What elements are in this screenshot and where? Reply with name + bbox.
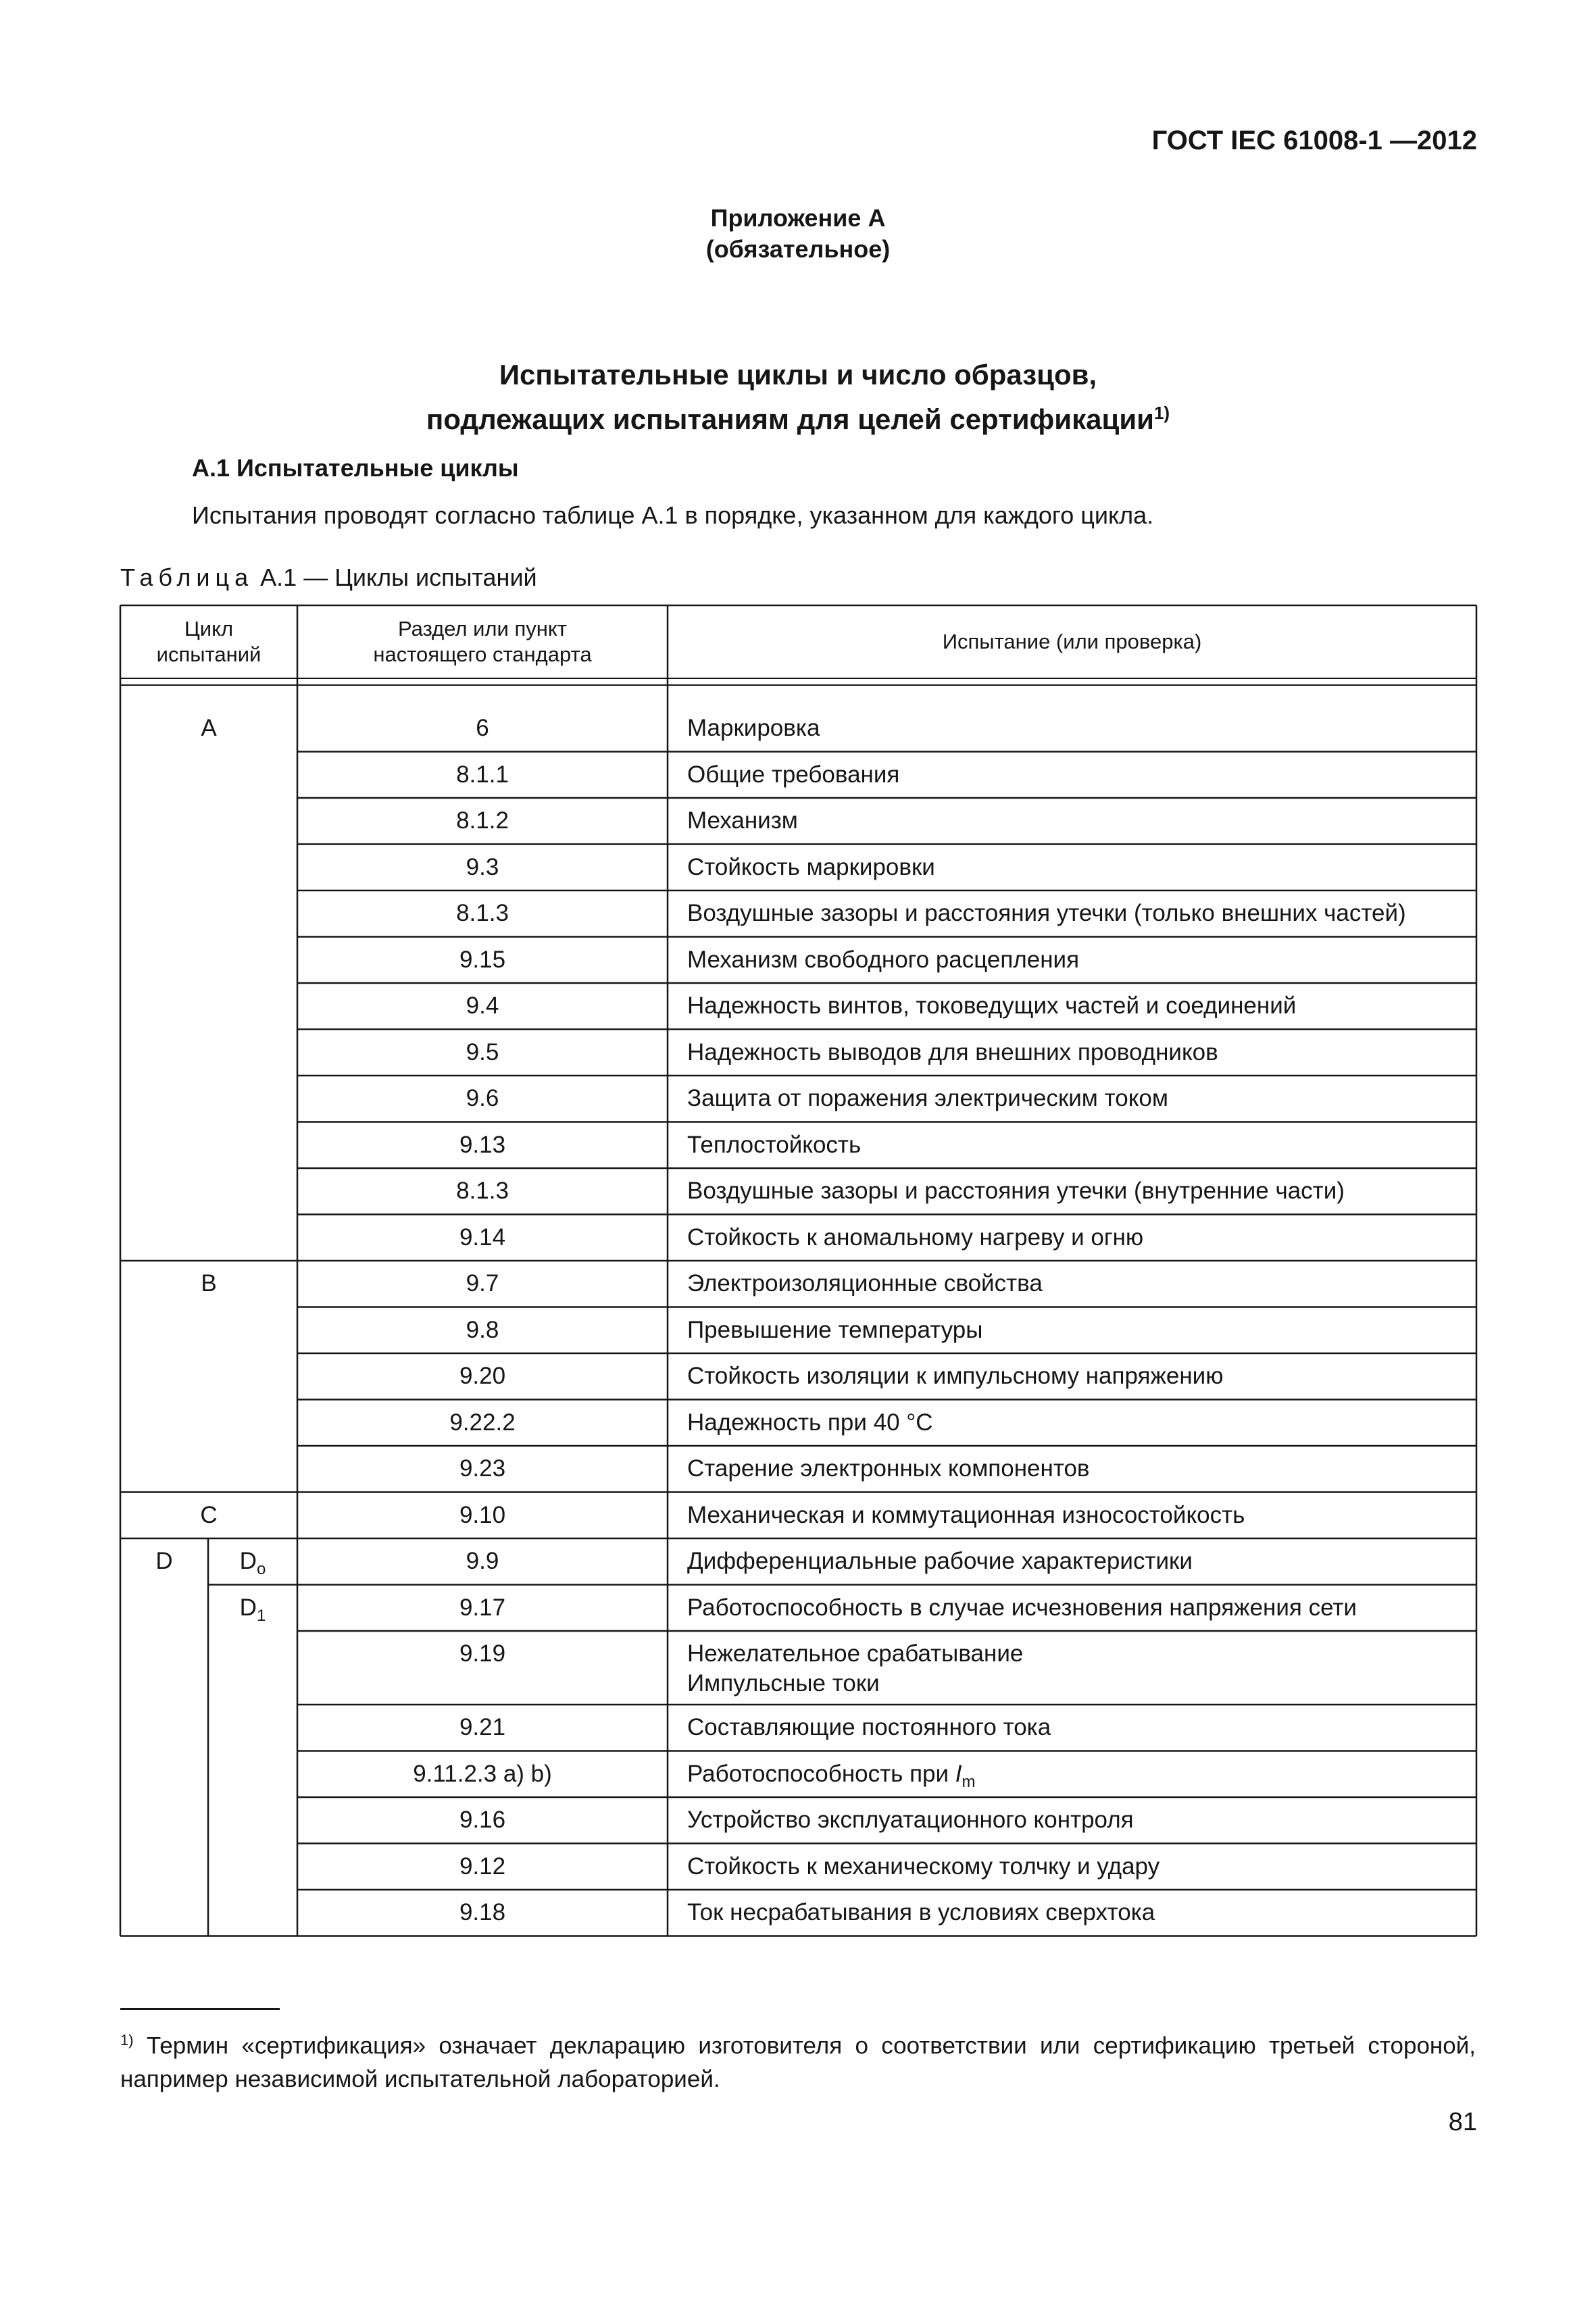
table-caption-prefix: Таблица [120, 563, 254, 591]
test-cell: Ток несрабатывания в условиях сверхтока [687, 1899, 1155, 1926]
section-heading: А.1 Испытательные циклы [192, 454, 519, 482]
clause-cell: 8.1.1 [456, 761, 509, 788]
annex-status: (обязательное) [705, 235, 891, 263]
clause-cell: 9.5 [466, 1038, 499, 1065]
cycle-label: C [200, 1501, 218, 1528]
header-clause: Раздел или пункт настоящего стандарта [373, 617, 592, 666]
test-cell: Стойкость к аномальному нагреву и огню [687, 1224, 1144, 1251]
title-line-2-text: подлежащих испытаниям для целей сертификации [426, 403, 1154, 435]
clause-cell: 9.20 [459, 1363, 506, 1389]
test-cell: Надежность винтов, токоведущих частей и соединений [687, 992, 1297, 1019]
test-cell: Общие требования [687, 761, 900, 788]
clause-cell: 9.15 [459, 946, 506, 973]
clause-cell: 9.8 [466, 1316, 499, 1343]
subcycle-subscript: 1 [256, 1606, 266, 1625]
clause-cell: 6 [476, 715, 489, 741]
clause-cell: 9.17 [459, 1594, 506, 1621]
test-cell: Дифференциальные рабочие характеристики [687, 1548, 1193, 1574]
clause-cell: 8.1.3 [456, 900, 509, 926]
clause-cell: 9.19 [459, 1640, 506, 1667]
current-symbol: I [955, 1760, 962, 1787]
clause-cell: 9.4 [466, 992, 499, 1019]
subcycle-subscript: o [256, 1560, 266, 1578]
test-cell: Превышение температуры [687, 1316, 983, 1343]
test-cell: Механическая и коммутационная износостойкость [687, 1501, 1245, 1528]
test-cell: Составляющие постоянного тока [687, 1714, 1051, 1740]
footnote-mark: 1) [120, 2032, 134, 2048]
test-cell: Маркировка [687, 715, 820, 741]
test-cell: Защита от поражения электрическим током [687, 1085, 1168, 1111]
test-cell: Надежность при 40 °С [687, 1409, 933, 1436]
clause-cell: 9.21 [459, 1714, 506, 1740]
clause-cell: 9.12 [459, 1853, 506, 1880]
test-cell: Нежелательное срабатывание Импульсные токи [687, 1640, 1024, 1696]
test-cell: Теплостойкость [687, 1131, 862, 1158]
standard-number: ГОСТ IEC 61008-1 —2012 [1151, 126, 1477, 155]
test-cell: Механизм свободного расцепления [687, 946, 1080, 973]
clause-cell: 9.10 [459, 1501, 506, 1528]
clause-cell: 9.22.2 [449, 1409, 516, 1436]
test-cell: Надежность выводов для внешних проводников [687, 1038, 1218, 1065]
test-cell: Устройство эксплуатационного контроля [687, 1807, 1134, 1833]
clause-cell: 9.3 [466, 853, 499, 880]
test-cell: Стойкость маркировки [687, 853, 935, 880]
test-cell: Работоспособность в случае исчезновения напряжения сети [687, 1594, 1357, 1621]
subcycle-label: $D_1$ [239, 1594, 266, 1625]
clause-cell: 9.9 [466, 1548, 499, 1574]
test-cell: Электроизоляционные свойства [687, 1270, 1043, 1297]
clause-cell: 9.6 [466, 1085, 499, 1111]
clause-cell: 9.14 [459, 1224, 506, 1251]
test-cell: Старение электронных компонентов [687, 1455, 1090, 1482]
clause-cell: 9.16 [459, 1807, 506, 1833]
cycle-label: A [201, 715, 217, 741]
header-cycle: Цикл испытаний [156, 617, 261, 666]
annex-title: Приложение А [710, 204, 886, 232]
subcycle-label: $D_o$ [239, 1548, 266, 1578]
test-cell: Стойкость изоляции к импульсному напряжению [687, 1363, 1224, 1389]
clause-cell: 8.1.2 [456, 807, 509, 834]
title-line-1: Испытательные циклы и число образцов, [499, 359, 1097, 391]
test-cell: Воздушные зазоры и расстояния утечки (внутренние части) [687, 1178, 1345, 1204]
section-paragraph: Испытания проводят согласно таблице А.1 в порядке, указанном для каждого цикла. [192, 501, 1154, 529]
test-cell: Стойкость к механическому толчку и удару [687, 1853, 1160, 1880]
current-subscript: m [962, 1772, 976, 1791]
clause-cell: 9.11.2.3 a) b) [413, 1760, 552, 1787]
footnote-text: Термин «сертификация» означает декларацию изготовителя о соответствии или сертификацию третьей стороной, например независимой испытательной лабораторией. [120, 2032, 1476, 2092]
test-cell: Механизм [687, 807, 798, 834]
header-test: Испытание (или проверка) [942, 630, 1202, 653]
clause-cell: 9.23 [459, 1455, 506, 1482]
cycle-label: D [155, 1548, 173, 1574]
clause-cell: 9.13 [459, 1131, 506, 1158]
footnote-separator [120, 2008, 280, 2010]
page-number: 81 [1448, 2108, 1477, 2136]
title-footnote-mark: 1) [1153, 403, 1170, 423]
test-cell: Воздушные зазоры и расстояния утечки (только внешних частей) [687, 900, 1406, 926]
test-cell: Работоспособность при $I_m$ [687, 1760, 976, 1791]
table-caption-text: А.1 — Циклы испытаний [253, 563, 537, 591]
cycle-label: B [201, 1270, 217, 1297]
clause-cell: 9.7 [466, 1270, 499, 1297]
clause-cell: 9.18 [459, 1899, 506, 1926]
clause-cell: 8.1.3 [456, 1178, 509, 1204]
footnote [120, 2023, 1476, 2096]
